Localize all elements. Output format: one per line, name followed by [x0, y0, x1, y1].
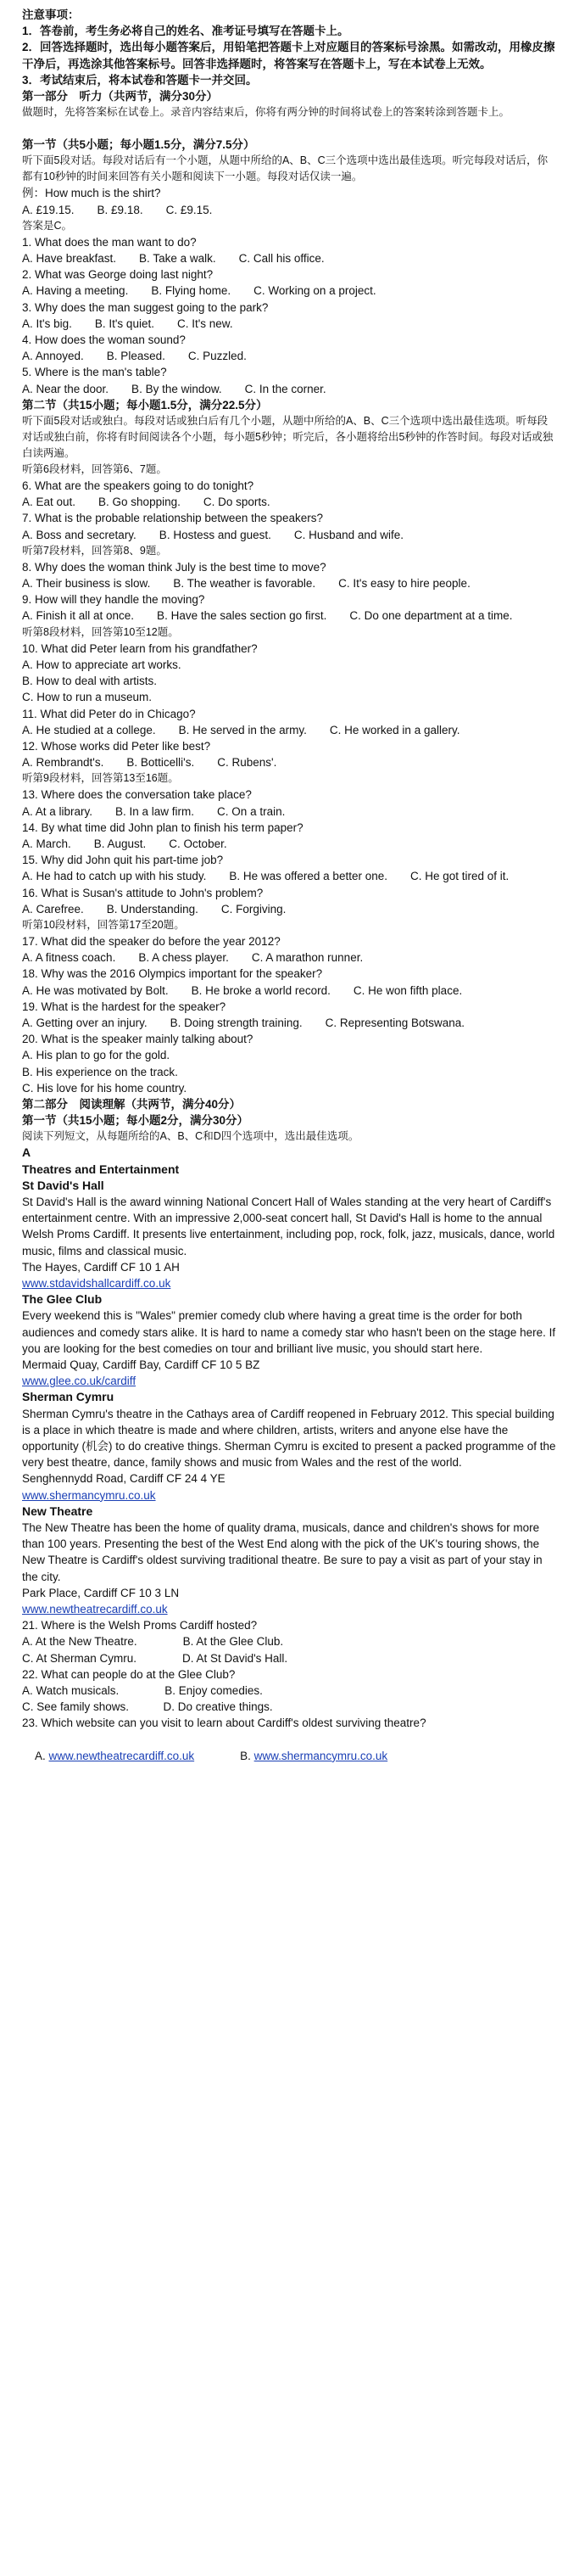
website-link[interactable]: www.shermancymru.co.uk — [22, 1488, 156, 1502]
text-line: A. He studied at a college. B. He served in the army. C. He worked in a gallery. — [22, 723, 460, 736]
instruction-text: 做题时，先将答案标在试卷上。录音内容结束后，你将有两分钟的时间将试卷上的答案转涂到答题卡上。 — [22, 106, 510, 119]
section-heading: 3．考试结束后，将本试卷和答题卡一并交回。 — [22, 73, 258, 87]
section-heading: 第二节（共15小题；每小题1.5分，满分22.5分） — [22, 398, 268, 412]
text-line: 23. Which website can you visit to learn about Cardiff's oldest surviving theatre? — [22, 1716, 426, 1730]
text-line: A. At a library. B. In a law firm. C. On a train. — [22, 804, 286, 818]
website-link[interactable]: www.newtheatrecardiff.co.uk — [22, 1603, 168, 1616]
text-line: A. Near the door. B. By the window. C. In the corner. — [22, 382, 326, 395]
question-23-options-row — [22, 1732, 558, 1781]
text-line: C. At Sherman Cymru. D. At St David's Hall. — [22, 1651, 288, 1665]
text-line: 2. What was George doing last night? — [22, 268, 214, 282]
instruction-text: 听第10段材料，回答第17至20题。 — [22, 918, 185, 931]
text-line: 17. What did the speaker do before the year 2012? — [22, 934, 281, 948]
text-line: 15. Why did John quit his part-time job? — [22, 854, 224, 867]
text-line: A. He was motivated by Bolt. B. He broke a world record. C. He won fifth place. — [22, 983, 463, 997]
passage-heading: New Theatre — [22, 1504, 93, 1518]
instruction-text: 听下面5段对话。每段对话后有一个小题，从题中所给的A、B、C三个选项中选出最佳选项。听完每段对话后，你都有10秒钟的时间来回答有关小题和阅读下一小题。每段对话仅读一遍。 — [22, 154, 549, 183]
option-b-link[interactable]: www.shermancymru.co.uk — [253, 1749, 388, 1762]
text-line: 16. What is Susan's attitude to John's problem? — [22, 886, 264, 899]
text-line: 18. Why was the 2016 Olympics important for the speaker? — [22, 967, 323, 981]
text-line: A. £19.15. B. £9.18. C. £9.15. — [22, 203, 213, 216]
text-line: 14. By what time did John plan to finish his term paper? — [22, 820, 303, 834]
text-line: Every weekend this is "Wales" premier comedy club where having a great time is the order for both audiences and comedy stars alike. It is hard to name a comedy star who hasn't been on the stage here. If you are looking for the best comedies on tour and brilliant live music, you should start here. — [22, 1309, 559, 1355]
text-line: 20. What is the speaker mainly talking about? — [22, 1033, 253, 1046]
document-body — [22, 7, 558, 1732]
text-line: 6. What are the speakers going to do tonight? — [22, 479, 254, 493]
text-line: C. His love for his home country. — [22, 1081, 187, 1095]
text-line: A. Rembrandt's. B. Botticelli's. C. Rubens'. — [22, 756, 277, 770]
text-line: A. His plan to go for the gold. — [22, 1049, 170, 1062]
passage-heading: The Glee Club — [22, 1292, 103, 1307]
instruction-text: 听第9段材料，回答第13至16题。 — [22, 772, 179, 785]
text-line: A. Getting over an injury. B. Doing strength training. C. Representing Botswana. — [22, 1016, 465, 1029]
instruction-text: 听第7段材料，回答第8、9题。 — [22, 544, 167, 557]
text-line: St David's Hall is the award winning National Concert Hall of Wales standing at the very heart of Cardiff's entertainment centre. With an impressive 2,000-seat concert hall, St David's Hall is home to the annual Welsh Proms Cardiff. It presents live entertainment, including pop, rock, folk, jazz, musicals, dance, world music, films and classical music. — [22, 1195, 559, 1257]
text-line: A. Have breakfast. B. Take a walk. C. Call his office. — [22, 252, 325, 266]
text-line: A. March. B. August. C. October. — [22, 837, 227, 850]
option-b-label: B. — [194, 1749, 254, 1762]
passage-heading: St David's Hall — [22, 1178, 104, 1192]
text-line: A. It's big. B. It's quiet. C. It's new. — [22, 316, 233, 330]
text-line: Park Place, Cardiff CF 10 3 LN — [22, 1586, 180, 1599]
text-line: B. His experience on the track. — [22, 1065, 178, 1078]
text-line: B. How to deal with artists. — [22, 675, 158, 688]
text-line: 22. What can people do at the Glee Club? — [22, 1667, 236, 1681]
text-line: 13. Where does the conversation take place? — [22, 788, 252, 802]
passage-heading: Theatres and Entertainment — [22, 1162, 180, 1176]
website-link[interactable]: www.glee.co.uk/cardiff — [22, 1375, 136, 1388]
text-line: 11. What did Peter do in Chicago? — [22, 707, 196, 720]
text-line: Senghennydd Road, Cardiff CF 24 4 YE — [22, 1472, 226, 1486]
section-heading: 第一节（共5小题；每小题1.5分，满分7.5分） — [22, 138, 255, 152]
text-line: 1. What does the man want to do? — [22, 235, 197, 249]
option-a-label: A. — [35, 1749, 49, 1762]
text-line: A. Eat out. B. Go shopping. C. Do sports. — [22, 496, 270, 509]
text-line: 7. What is the probable relationship between the speakers? — [22, 512, 323, 525]
text-line: A. Their business is slow. B. The weather is favorable. C. It's easy to hire people. — [22, 577, 471, 591]
passage-heading: A — [22, 1145, 31, 1160]
text-line: 4. How does the woman sound? — [22, 333, 186, 347]
text-line: A. Annoyed. B. Pleased. C. Puzzled. — [22, 350, 247, 363]
text-line: 5. Where is the man's table? — [22, 366, 167, 379]
text-line: Sherman Cymru's theatre in the Cathays area of Cardiff reopened in February 2012. This special building is a place in which theatre is made and where children, artists, writers and anyone else have the opportunity (机会) to do creative things. Sherman Cymru is excited to present a packed programme of the very best theatre, dance, family shows and music from Wales and the rest of the world. — [22, 1407, 560, 1470]
text-line: A. Finish it all at once. B. Have the sales section go first. C. Do one department at a time. — [22, 609, 513, 623]
section-heading: 1．答卷前，考生务必将自己的姓名、准考证号填写在答题卡上。 — [22, 25, 349, 38]
text-line: 12. Whose works did Peter like best? — [22, 739, 211, 753]
text-line: 19. What is the hardest for the speaker? — [22, 1000, 226, 1013]
text-line: The New Theatre has been the home of quality drama, musicals, dance and children's shows for more than 100 years. Presenting the best of the West End along with the pick of the UK's touring shows, the New Theatre is Cardiff's oldest surviving traditional theatre. Be sure to pay a visit as part of your stay in the city. — [22, 1521, 546, 1583]
text-line: 21. Where is the Welsh Proms Cardiff hosted? — [22, 1619, 258, 1632]
text-line: 10. What did Peter learn from his grandfather? — [22, 641, 258, 655]
instruction-text: 答案是C。 — [22, 219, 73, 232]
text-line: C. See family shows. D. Do creative things. — [22, 1700, 273, 1714]
text-line: 9. How will they handle the moving? — [22, 593, 205, 607]
passage-heading: Sherman Cymru — [22, 1390, 114, 1404]
text-line: C. How to run a museum. — [22, 691, 153, 704]
section-heading: 第二部分 阅读理解（共两节，满分40分） — [22, 1097, 242, 1111]
text-line: A. Boss and secretary. B. Hostess and guest. C. Husband and wife. — [22, 528, 404, 541]
section-heading: 2．回答选择题时，选出每小题答案后，用铅笔把答题卡上对应题目的答案标号涂黑。如需改动，用橡皮擦干净后，再选涂其他答案标号。回答非选择题时，将答案写在答题卡上，写在本试卷上无效。 — [22, 41, 555, 70]
instruction-text: 阅读下列短文，从每题所给的A、B、C和D四个选项中，选出最佳选项。 — [22, 1130, 359, 1143]
text-line: 例：How much is the shirt? — [22, 187, 161, 200]
instruction-text: 听第6段材料，回答第6、7题。 — [22, 463, 167, 476]
text-line: A. Carefree. B. Understanding. C. Forgiving. — [22, 902, 287, 916]
text-line: A. A fitness coach. B. A chess player. C. A marathon runner. — [22, 951, 364, 965]
text-line: A. At the New Theatre. B. At the Glee Club. — [22, 1635, 284, 1649]
instruction-text: 听下面5段对话或独白。每段对话或独白后有几个小题，从题中所给的A、B、C三个选项中选出最佳选项。听每段对话或独白前，你将有时间阅读各个小题，每小题5秒钟；听完后，各小题将给出5秒钟的作答时间。每段对话或独白读两遍。 — [22, 415, 554, 460]
website-link[interactable]: www.stdavidshallcardiff.co.uk — [22, 1277, 171, 1290]
text-line: 8. Why does the woman think July is the best time to move? — [22, 560, 326, 574]
text-line: A. Having a meeting. B. Flying home. C. Working on a project. — [22, 284, 376, 298]
section-heading: 注意事项： — [22, 8, 80, 21]
section-heading: 第一部分 听力（共两节，满分30分） — [22, 90, 219, 104]
text-line: A. How to appreciate art works. — [22, 658, 181, 671]
option-a-link[interactable]: www.newtheatrecardiff.co.uk — [48, 1749, 195, 1762]
text-line: The Hayes, Cardiff CF 10 1 AH — [22, 1260, 180, 1274]
text-line: A. Watch musicals. B. Enjoy comedies. — [22, 1684, 263, 1698]
text-line: 3. Why does the man suggest going to the park? — [22, 300, 269, 314]
instruction-text: 听第8段材料，回答第10至12题。 — [22, 625, 179, 638]
text-line: A. He had to catch up with his study. B. He was offered a better one. C. He got tired of it. — [22, 870, 510, 883]
text-line: Mermaid Quay, Cardiff Bay, Cardiff CF 10 5 BZ — [22, 1358, 260, 1372]
blank-line — [22, 120, 558, 137]
section-heading: 第一节（共15小题；每小题2分，满分30分） — [22, 1114, 249, 1128]
